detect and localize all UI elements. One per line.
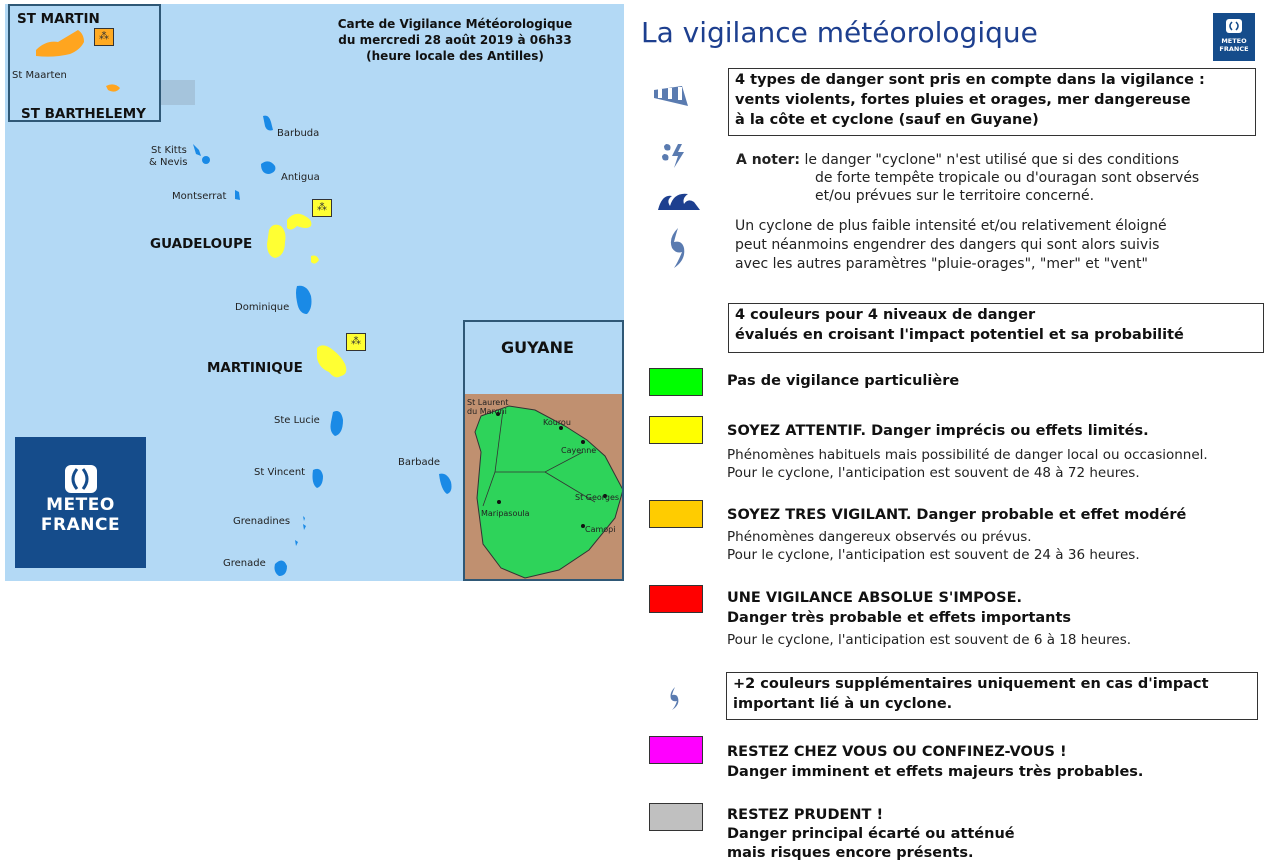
stmartin-title: ST MARTIN (17, 11, 100, 27)
para-line1: Un cyclone de plus faible intensité et/ou relativement éloigné (735, 218, 1167, 234)
vigilance-map (5, 4, 624, 581)
small-logo-france: FRANCE (1219, 45, 1249, 53)
island-st-vincent (313, 469, 324, 488)
label-kourou: Kourou (543, 418, 571, 427)
note-label: A noter: (736, 152, 800, 168)
island-grenade (275, 560, 288, 576)
island-martinique (317, 345, 346, 377)
level-orange-sub2: Pour le cyclone, l'anticipation est souvent de 24 à 36 heures. (727, 547, 1140, 563)
label-barbade: Barbade (398, 457, 441, 468)
stmartin-island (10, 6, 160, 121)
level-red-sub2: Pour le cyclone, l'anticipation est souvent de 6 à 18 heures. (727, 632, 1132, 648)
small-logo-meteo: METEO (1221, 37, 1247, 45)
colors-box (728, 303, 1264, 353)
warn-martinique: ⁂ (346, 333, 366, 351)
swatch-orange (649, 500, 703, 528)
level-red-heading: UNE VIGILANCE ABSOLUE S'IMPOSE. (727, 590, 1022, 606)
island-guadeloupe (267, 214, 319, 264)
label-montserrat: Montserrat (172, 191, 227, 202)
danger-types-box (728, 68, 1256, 136)
danger-types-line1: 4 types de danger sont pris en compte dans la vigilance : (735, 72, 1205, 88)
para-line2: peut néanmoins engendrer des dangers qui sont alors suivis (735, 237, 1160, 253)
note-line3: et/ou prévues sur le territoire concerné. (815, 188, 1095, 204)
note-block (736, 151, 1179, 169)
meteo-france-small-logo (1213, 13, 1255, 61)
colors-box-line1: 4 couleurs pour 4 niveaux de danger (735, 307, 1036, 323)
warn-guadeloupe: ⁂ (312, 199, 332, 217)
logo-text-france: FRANCE (40, 515, 121, 535)
guyane-land (465, 322, 624, 581)
level-yellow-sub2: Pour le cyclone, l'anticipation est souvent de 48 à 72 heures. (727, 465, 1140, 481)
guyane-inset (463, 320, 624, 581)
warn-stmartin: ⁂ (94, 28, 114, 46)
stmartin-inset (8, 4, 161, 122)
label-barbuda: Barbuda (277, 128, 320, 139)
cyclone-extra-line2: important lié à un cyclone. (733, 696, 953, 712)
island-nevis (202, 156, 210, 164)
label-camopi: Camopi (585, 525, 616, 534)
wave-icon (656, 190, 702, 212)
rain-storm-icon (660, 140, 688, 170)
label-ste-lucie: Ste Lucie (274, 415, 320, 426)
label-guadeloupe: GUADELOUPE (150, 236, 253, 252)
swatch-grey (649, 803, 703, 831)
cyclone-extra-box (726, 672, 1258, 720)
level-yellow-sub1: Phénomènes habituels mais possibilité de danger local ou occasionnel. (727, 447, 1208, 463)
island-antigua (261, 161, 275, 174)
logo-text-meteo: METEO (46, 495, 115, 515)
label-nevis: & Nevis (149, 157, 188, 168)
label-cayenne: Cayenne (561, 446, 597, 455)
island-dominique (296, 286, 312, 314)
level-grey-line3: mais risques encore présents. (727, 845, 974, 861)
label-du-maroni: du Maroni (467, 407, 507, 416)
label-maripasoula: Maripasoula (481, 509, 530, 518)
label-grenade: Grenade (223, 558, 266, 569)
wind-icon (648, 82, 694, 108)
island-barbade (439, 474, 452, 494)
swatch-yellow (649, 416, 703, 444)
colors-box-line2: évalués en croisant l'impact potentiel et sa probabilité (735, 327, 1184, 343)
label-st-georges: St Georges (575, 493, 620, 502)
level-orange-heading: SOYEZ TRES VIGILANT. Danger probable et effet modéré (727, 507, 1187, 523)
label-martinique: MARTINIQUE (207, 360, 303, 376)
label-st-vincent: St Vincent (254, 467, 306, 478)
danger-types-line2: vents violents, fortes pluies et orages, mer dangereuse (735, 92, 1191, 108)
swatch-magenta (649, 736, 703, 764)
label-grenadines: Grenadines (233, 516, 291, 527)
note-line1: le danger "cyclone" n'est utilisé que si des conditions (804, 152, 1180, 168)
cyclone-icon (664, 226, 690, 270)
guyane-title: GUYANE (501, 338, 574, 357)
meteo-france-logo (15, 437, 146, 568)
swatch-red (649, 585, 703, 613)
swatch-green (649, 368, 703, 396)
map-placeholder-box (161, 80, 195, 105)
stbarth-title: ST BARTHELEMY (21, 106, 146, 122)
level-green-heading: Pas de vigilance particulière (727, 373, 960, 389)
map-title-line3: (heure locale des Antilles) (366, 49, 544, 63)
level-orange-sub1: Phénomènes dangereux observés ou prévus. (727, 529, 1032, 545)
level-red-sub-bold: Danger très probable et effets importants (727, 610, 1072, 626)
map-title-line2: du mercredi 28 août 2019 à 06h33 (338, 33, 572, 47)
island-montserrat (235, 190, 240, 200)
island-ste-lucie (331, 411, 344, 436)
para-line3: avec les autres paramètres "pluie-orages", "mer" et "vent" (735, 256, 1148, 272)
label-st-kitts: St Kitts (151, 145, 187, 156)
cyclone-small-icon (666, 686, 682, 710)
stmaarten-label: St Maarten (12, 70, 67, 81)
note-line2: de forte tempête tropicale ou d'ouragan sont observés (815, 170, 1200, 186)
map-title-line1: Carte de Vigilance Météorologique (337, 17, 573, 31)
level-grey-line2: Danger principal écarté ou atténué (727, 826, 1015, 842)
label-st-laurent: St Laurent (467, 398, 509, 407)
island-st-kitts (193, 144, 201, 156)
meteo-france-small-logo-icon (1224, 17, 1244, 35)
level-grey-heading: RESTEZ PRUDENT ! (727, 807, 884, 823)
danger-types-line3: à la côte et cyclone (sauf en Guyane) (735, 112, 1039, 128)
label-dominique: Dominique (235, 302, 290, 313)
island-barbuda (263, 116, 273, 131)
meteo-france-logo-icon (61, 459, 101, 499)
cyclone-extra-line1: +2 couleurs supplémentaires uniquement en cas d'impact (733, 676, 1209, 692)
island-grenadines (295, 516, 306, 546)
map-title (325, 16, 585, 64)
level-magenta-line2: Danger imminent et effets majeurs très probables. (727, 764, 1144, 780)
label-antigua: Antigua (281, 172, 320, 183)
level-yellow-heading: SOYEZ ATTENTIF. Danger imprécis ou effets limités. (727, 423, 1149, 439)
legend-title: La vigilance météorologique (641, 16, 1038, 49)
level-magenta-heading: RESTEZ CHEZ VOUS OU CONFINEZ-VOUS ! (727, 744, 1067, 760)
